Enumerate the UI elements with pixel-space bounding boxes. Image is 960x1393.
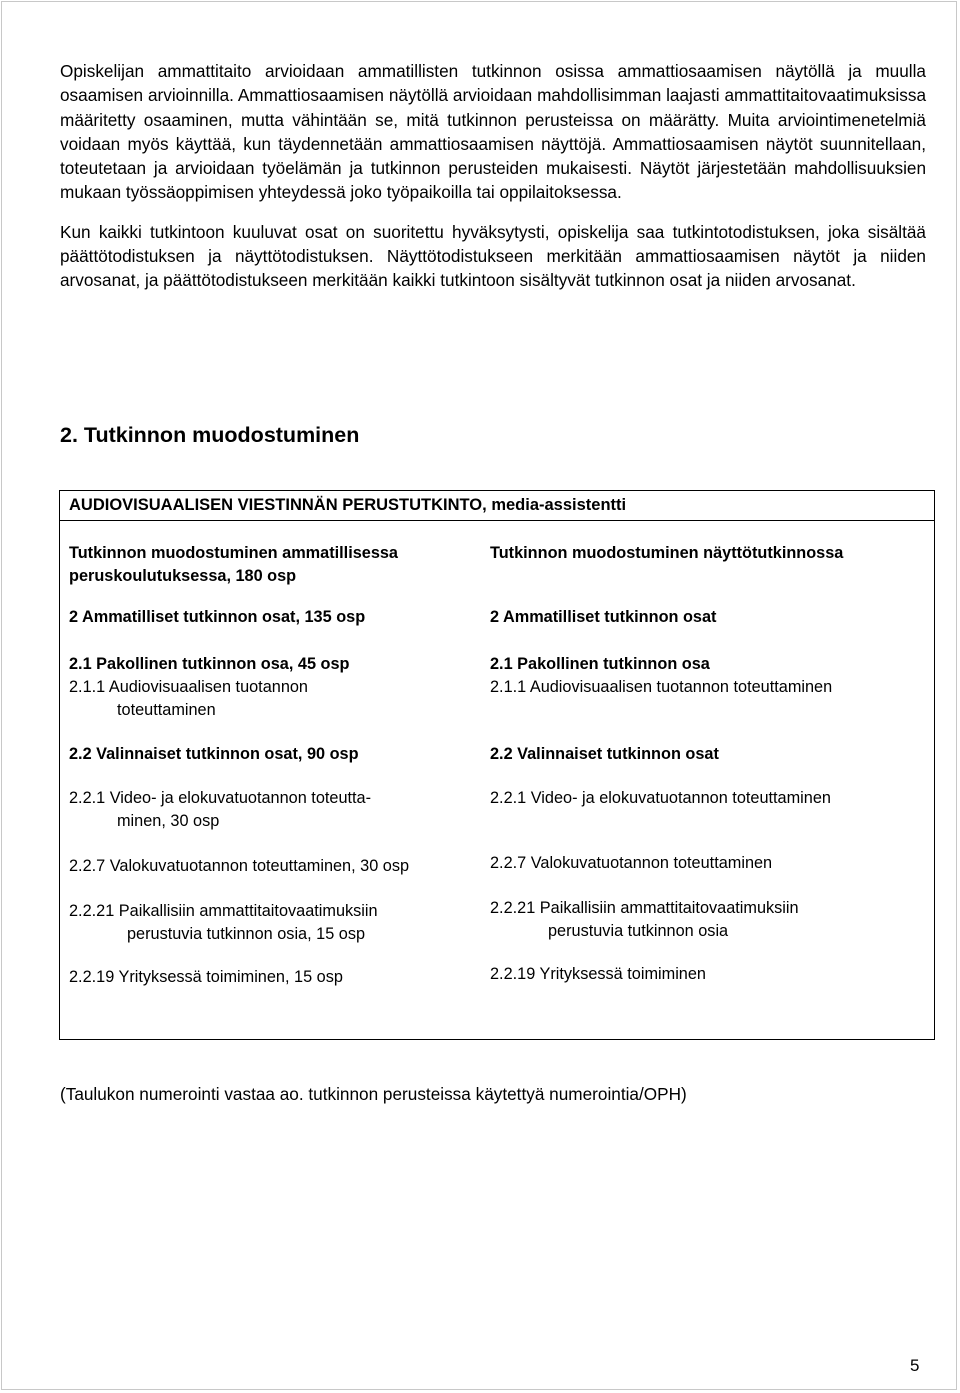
left-optional-item-1: 2.2.1 Video- ja elokuvatuotannon toteutta- minen, 30 osp bbox=[69, 789, 372, 830]
left-optional-item-3: 2.2.21 Paikallisiin ammattitaitovaatimuksiin perustuvia tutkinnon osia, 15 osp bbox=[69, 902, 378, 943]
right-optional-item-1: 2.2.1 Video- ja elokuvatuotannon toteuttaminen bbox=[490, 789, 831, 807]
qualification-table bbox=[59, 490, 935, 1040]
table-footnote: (Taulukon numerointi vastaa ao. tutkinnon perusteissa käytettyä numerointia/OPH) bbox=[60, 1084, 687, 1104]
right-mandatory-item: 2.1.1 Audiovisuaalisen tuotannon toteuttaminen bbox=[490, 678, 833, 696]
right-optional-item-3: 2.2.21 Paikallisiin ammattitaitovaatimuksiin perustuvia tutkinnon osia bbox=[490, 899, 799, 940]
left-title: Tutkinnon muodostuminen ammatillisessa peruskoulutuksessa, 180 osp bbox=[69, 544, 398, 585]
table-header: AUDIOVISUAALISEN VIESTINNÄN PERUSTUTKINTO, media-assistentti bbox=[60, 491, 934, 521]
right-mandatory: 2.1 Pakollinen tutkinnon osa bbox=[490, 655, 710, 673]
right-title: Tutkinnon muodostuminen näyttötutkinnossa bbox=[490, 544, 844, 562]
right-optional-item-2: 2.2.7 Valokuvatuotannon toteuttaminen bbox=[490, 854, 773, 872]
right-section: 2 Ammatilliset tutkinnon osat bbox=[490, 608, 717, 626]
page-number: 5 bbox=[910, 1356, 920, 1375]
left-optional-item-2: 2.2.7 Valokuvatuotannon toteuttaminen, 30 osp bbox=[69, 857, 410, 875]
left-section: 2 Ammatilliset tutkinnon osat, 135 osp bbox=[69, 608, 366, 626]
right-optional: 2.2 Valinnaiset tutkinnon osat bbox=[490, 745, 719, 763]
paragraph-certificate: Kun kaikki tutkintoon kuuluvat osat on suoritettu hyväksytysti, opiskelija saa tutkintotodistuksen, joka sisältää päättötodistuksen ja näyttötodistuksen. Näyttötodistukseen merkitään ammattiosaamisen näytöt ja niiden arvosanat, ja päättötodistukseen merkitään kaikki tutkintoon sisältyvät tutkinnon osat ja niiden arvosanat. bbox=[60, 221, 926, 291]
left-optional: 2.2 Valinnaiset tutkinnon osat, 90 osp bbox=[69, 745, 359, 763]
left-optional-item-4: 2.2.19 Yrityksessä toimiminen, 15 osp bbox=[69, 968, 343, 986]
left-mandatory: 2.1 Pakollinen tutkinnon osa, 45 osp bbox=[69, 655, 350, 673]
paragraph-assessment: Opiskelijan ammattitaito arvioidaan ammatillisten tutkinnon osissa ammattiosaamisen näytöllä ja muulla osaamisen arvioinnilla. Ammattiosaamisen näytöllä arvioidaan mahdollisimman laajasti ammattitaitovaatimuksissa määritetty osaaminen, mutta vähintään se, mitä tutkinnon perusteissa on määrätty. Muita arviointimenetelmiä voidaan myös käyttää, kun täydennetään ammattiosaamisen näyttöjä. Ammattiosaamisen näytöt suunnitellaan, toteutetaan ja arvioidaan työelämän ja tutkinnon perusteiden mukaisesti. Näytöt järjestetään mahdollisuuksien mukaan työssäoppimisen yhteydessä joko työpaikoilla tai oppilaitoksessa. bbox=[60, 61, 926, 203]
section-heading: 2. Tutkinnon muodostuminen bbox=[60, 423, 360, 447]
body-text bbox=[60, 59, 926, 293]
right-optional-item-4: 2.2.19 Yrityksessä toimiminen bbox=[490, 965, 706, 983]
left-mandatory-item: 2.1.1 Audiovisuaalisen tuotannon toteuttaminen bbox=[69, 678, 308, 719]
